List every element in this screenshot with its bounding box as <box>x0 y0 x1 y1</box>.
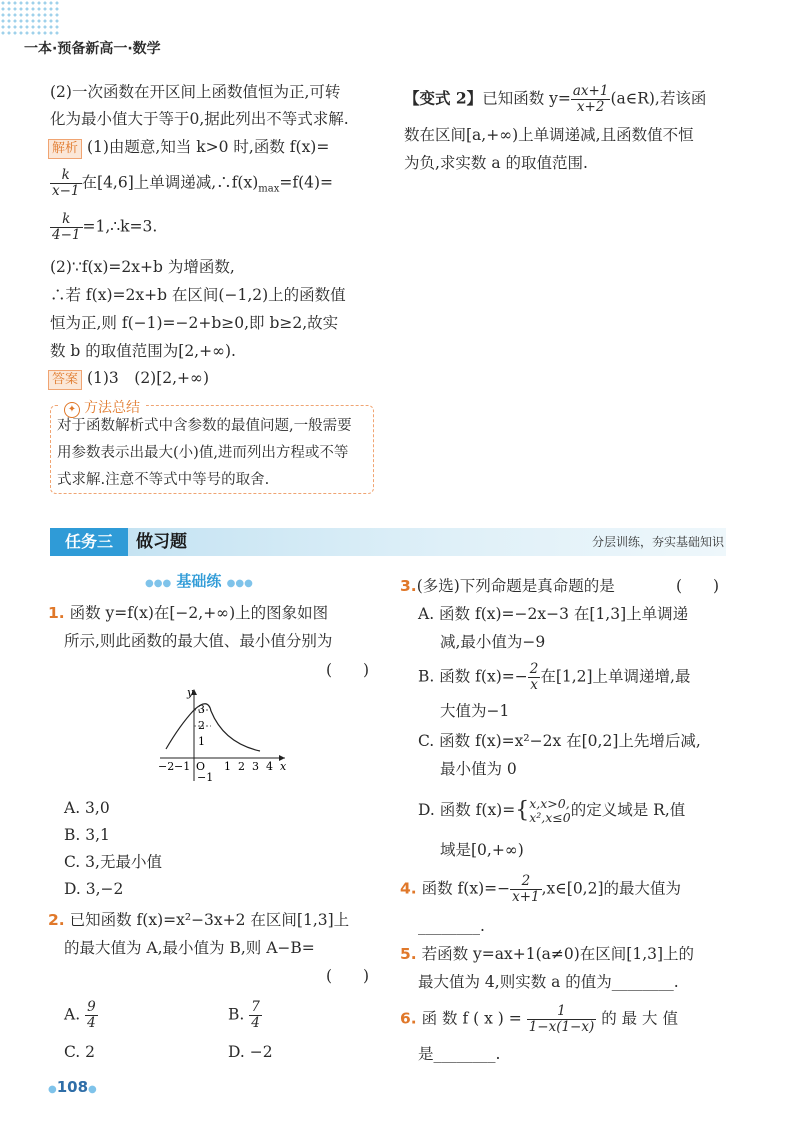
option-d-line-1 <box>418 796 685 825</box>
y-axis-label: y <box>187 686 194 699</box>
frac-num: 1 <box>527 1004 597 1020</box>
x-tick-label: 4 <box>266 760 273 773</box>
option-a-line-2: 减,最小值为−9 <box>440 633 546 651</box>
text-span: 已知函数 f(x)=x²−3x+2 在区间[1,3]上 <box>69 911 350 929</box>
x-axis-label: x <box>280 760 287 773</box>
summary-line: 对于函数解析式中含参数的最值问题,一般需要 <box>57 418 352 434</box>
text-line: 的最大值为 A,最小值为 B,则 A−B= <box>64 939 315 957</box>
text-span: B. 函数 f(x)=− <box>418 667 528 686</box>
q5-line-1 <box>400 940 694 968</box>
text-line: 所示,则此函数的最大值、最小值分别为 <box>64 632 333 650</box>
option-d-line-2: 域是[0,+∞) <box>440 841 524 859</box>
analysis-line-1 <box>48 133 329 161</box>
fraction <box>50 168 82 199</box>
x-tick-label: −1 <box>174 760 191 773</box>
frac-den: x−1 <box>52 183 80 199</box>
text-span: 在[1,2]上单调递增,最 <box>540 667 691 686</box>
frac-num: 7 <box>251 999 260 1015</box>
text-line: 为负,求实数 a 的取值范围. <box>404 154 588 172</box>
summary-line: 式求解.注意不等式中等号的取舍. <box>57 472 270 488</box>
option-b-line-2: 大值为−1 <box>440 702 510 720</box>
piecewise-cases <box>529 797 571 825</box>
fraction <box>528 662 541 693</box>
question-number: 4. <box>400 879 417 898</box>
answer-text: (1)3 (2)[2,+∞) <box>86 369 210 387</box>
text-line: (2)一次函数在开区间上函数值恒为正,可转 <box>50 83 341 101</box>
fraction <box>571 84 611 115</box>
option-b-line-1 <box>418 662 691 693</box>
frac-num: 2 <box>510 874 542 890</box>
summary-line: 用参数表示出最大(小)值,进而列出方程或不等 <box>57 445 349 461</box>
text-span: =f(4)= <box>279 173 334 192</box>
fraction <box>85 1000 98 1031</box>
answer-line <box>48 364 209 392</box>
option: A. 3,0 <box>64 799 110 817</box>
text-span: 若函数 y=ax+1(a≠0)在区间[1,3]上的 <box>421 945 695 963</box>
text-line: 数 b 的取值范围为[2,+∞). <box>50 342 236 360</box>
question-number: 6. <box>400 1009 417 1028</box>
frac-den: 1−x(1−x) <box>528 1019 595 1035</box>
frac-den: 4 <box>251 1015 260 1031</box>
option-label: A. <box>64 1005 81 1024</box>
text-span: (a∈R),若该函 <box>610 89 707 108</box>
frac-num: 9 <box>87 999 96 1015</box>
answer-paren: ( ) <box>326 967 370 985</box>
text-span: (1)由题意,知当 k>0 时,函数 f(x)= <box>86 138 330 156</box>
function-curve <box>166 704 260 751</box>
frac-den: 4 <box>87 1015 96 1031</box>
text-line: 数在区间[a,+∞)上单调递减,且函数值不恒 <box>404 126 694 144</box>
frac-den: 4−1 <box>52 227 81 243</box>
origin-label: O <box>196 760 206 773</box>
frac-num: 2 <box>529 661 539 677</box>
q1-line-1 <box>48 599 328 627</box>
q3-line-1 <box>400 572 615 600</box>
option-c-line-2: 最小值为 0 <box>440 760 517 778</box>
option: B. 3,1 <box>64 826 110 844</box>
variant-2-line-1 <box>404 84 706 115</box>
analysis-label: 解析 <box>48 139 82 159</box>
text-line: 最大值为 4,则实数 a 的值为________. <box>418 973 679 991</box>
answer-paren: ( ) <box>676 577 720 595</box>
question-number: 1. <box>48 604 65 622</box>
answer-label: 答案 <box>48 370 82 390</box>
fraction <box>510 874 542 905</box>
task-subtitle: 分层训练，夯实基础知识 <box>591 535 724 549</box>
text-span: 的 最 大 值 <box>601 1009 678 1028</box>
fraction <box>527 1004 597 1035</box>
x-tick-label: 1 <box>224 760 231 773</box>
text-line: 恒为正,则 f(−1)=−2+b≥0,即 b≥2,故实 <box>50 314 339 332</box>
subscript: max <box>258 183 280 195</box>
text-span: =1,∴k=3. <box>82 217 158 236</box>
option: C. 3,无最小值 <box>64 853 162 871</box>
text-span: 已知函数 y= <box>482 89 571 108</box>
question-number: 2. <box>48 911 65 929</box>
frac-den: x+2 <box>576 99 605 115</box>
text-span: D. 函数 f(x)= <box>418 801 516 819</box>
option: D. 3,−2 <box>64 880 124 898</box>
answer-blank[interactable]: ________. <box>418 917 485 935</box>
text-span: 函数 y=f(x)在[−2,+∞)上的图象如图 <box>69 604 329 622</box>
x-tick-label: −2 <box>158 760 175 773</box>
page-number: ●108● <box>48 1078 97 1096</box>
question-number: 5. <box>400 945 417 963</box>
option-c-line-1: C. 函数 f(x)=x²−2x 在[0,2]上先增后减, <box>418 732 701 750</box>
option-b <box>228 1000 262 1031</box>
frac-num: ax+1 <box>572 83 609 99</box>
text-line: 是________. <box>418 1045 501 1063</box>
basic-practice-heading: ●●● 基础练 ●●● <box>145 572 253 590</box>
frac-den: x+1 <box>512 889 540 905</box>
y-tick-label: 2 <box>198 719 205 732</box>
text-span: 的定义域是 R,值 <box>570 801 686 819</box>
text-span: ,x∈[0,2]的最大值为 <box>541 879 682 898</box>
answer-paren: ( ) <box>326 661 370 679</box>
text-line: 化为最小值大于等于0,据此列出不等式求解. <box>50 110 349 128</box>
task-number: 任务三 <box>50 528 128 556</box>
text-span: 在[4,6]上单调递减,∴f(x) <box>81 173 259 192</box>
option-a <box>64 1000 98 1031</box>
fraction <box>50 212 83 243</box>
q2-line-1 <box>48 906 349 934</box>
page-number-text: 108 <box>56 1078 89 1096</box>
fraction <box>249 1000 262 1031</box>
summary-title-text: 方法总结 <box>84 400 140 416</box>
basic-heading-text: 基础练 <box>176 572 222 590</box>
brace: { <box>515 798 530 823</box>
corner-dot-pattern <box>0 0 60 36</box>
q4-line-1 <box>400 874 681 905</box>
question-number: 3. <box>400 577 417 595</box>
frac-num: k <box>50 212 83 228</box>
case-1: x,x>0, <box>529 796 570 811</box>
running-header: 一本·预备新高一·数学 <box>24 41 161 57</box>
task-title: 做习题 <box>136 532 187 552</box>
analysis-line-2 <box>50 168 333 204</box>
case-2: x²,x≤0 <box>529 810 571 825</box>
text-span: 函 数 f ( x ) = <box>421 1009 522 1028</box>
text-line: ∴若 f(x)=2x+b 在区间(−1,2)上的函数值 <box>50 286 346 304</box>
lightbulb-icon: ✦ <box>64 402 80 418</box>
y-tick-label: 3 <box>198 703 205 716</box>
text-line: (2)∵f(x)=2x+b 为增函数, <box>50 258 235 276</box>
y-tick-label: 1 <box>198 735 205 748</box>
analysis-line-3 <box>50 212 157 243</box>
frac-num: k <box>50 168 82 184</box>
option-d: D. −2 <box>228 1043 273 1061</box>
frac-den: x <box>530 677 538 693</box>
option-c: C. 2 <box>64 1043 96 1061</box>
x-tick-label: 2 <box>238 760 245 773</box>
option-label: B. <box>228 1005 245 1024</box>
option-a-line-1: A. 函数 f(x)=−2x−3 在[1,3]上单调递 <box>418 605 689 623</box>
text-span: (多选)下列命题是真命题的是 <box>416 577 615 595</box>
x-tick-label: 3 <box>252 760 259 773</box>
function-graph <box>150 685 290 785</box>
y-tick-label: −1 <box>197 771 214 784</box>
text-span: 函数 f(x)=− <box>421 879 511 898</box>
q6-line-1 <box>400 1004 678 1035</box>
variant-label: 【变式 2】 <box>404 88 483 108</box>
